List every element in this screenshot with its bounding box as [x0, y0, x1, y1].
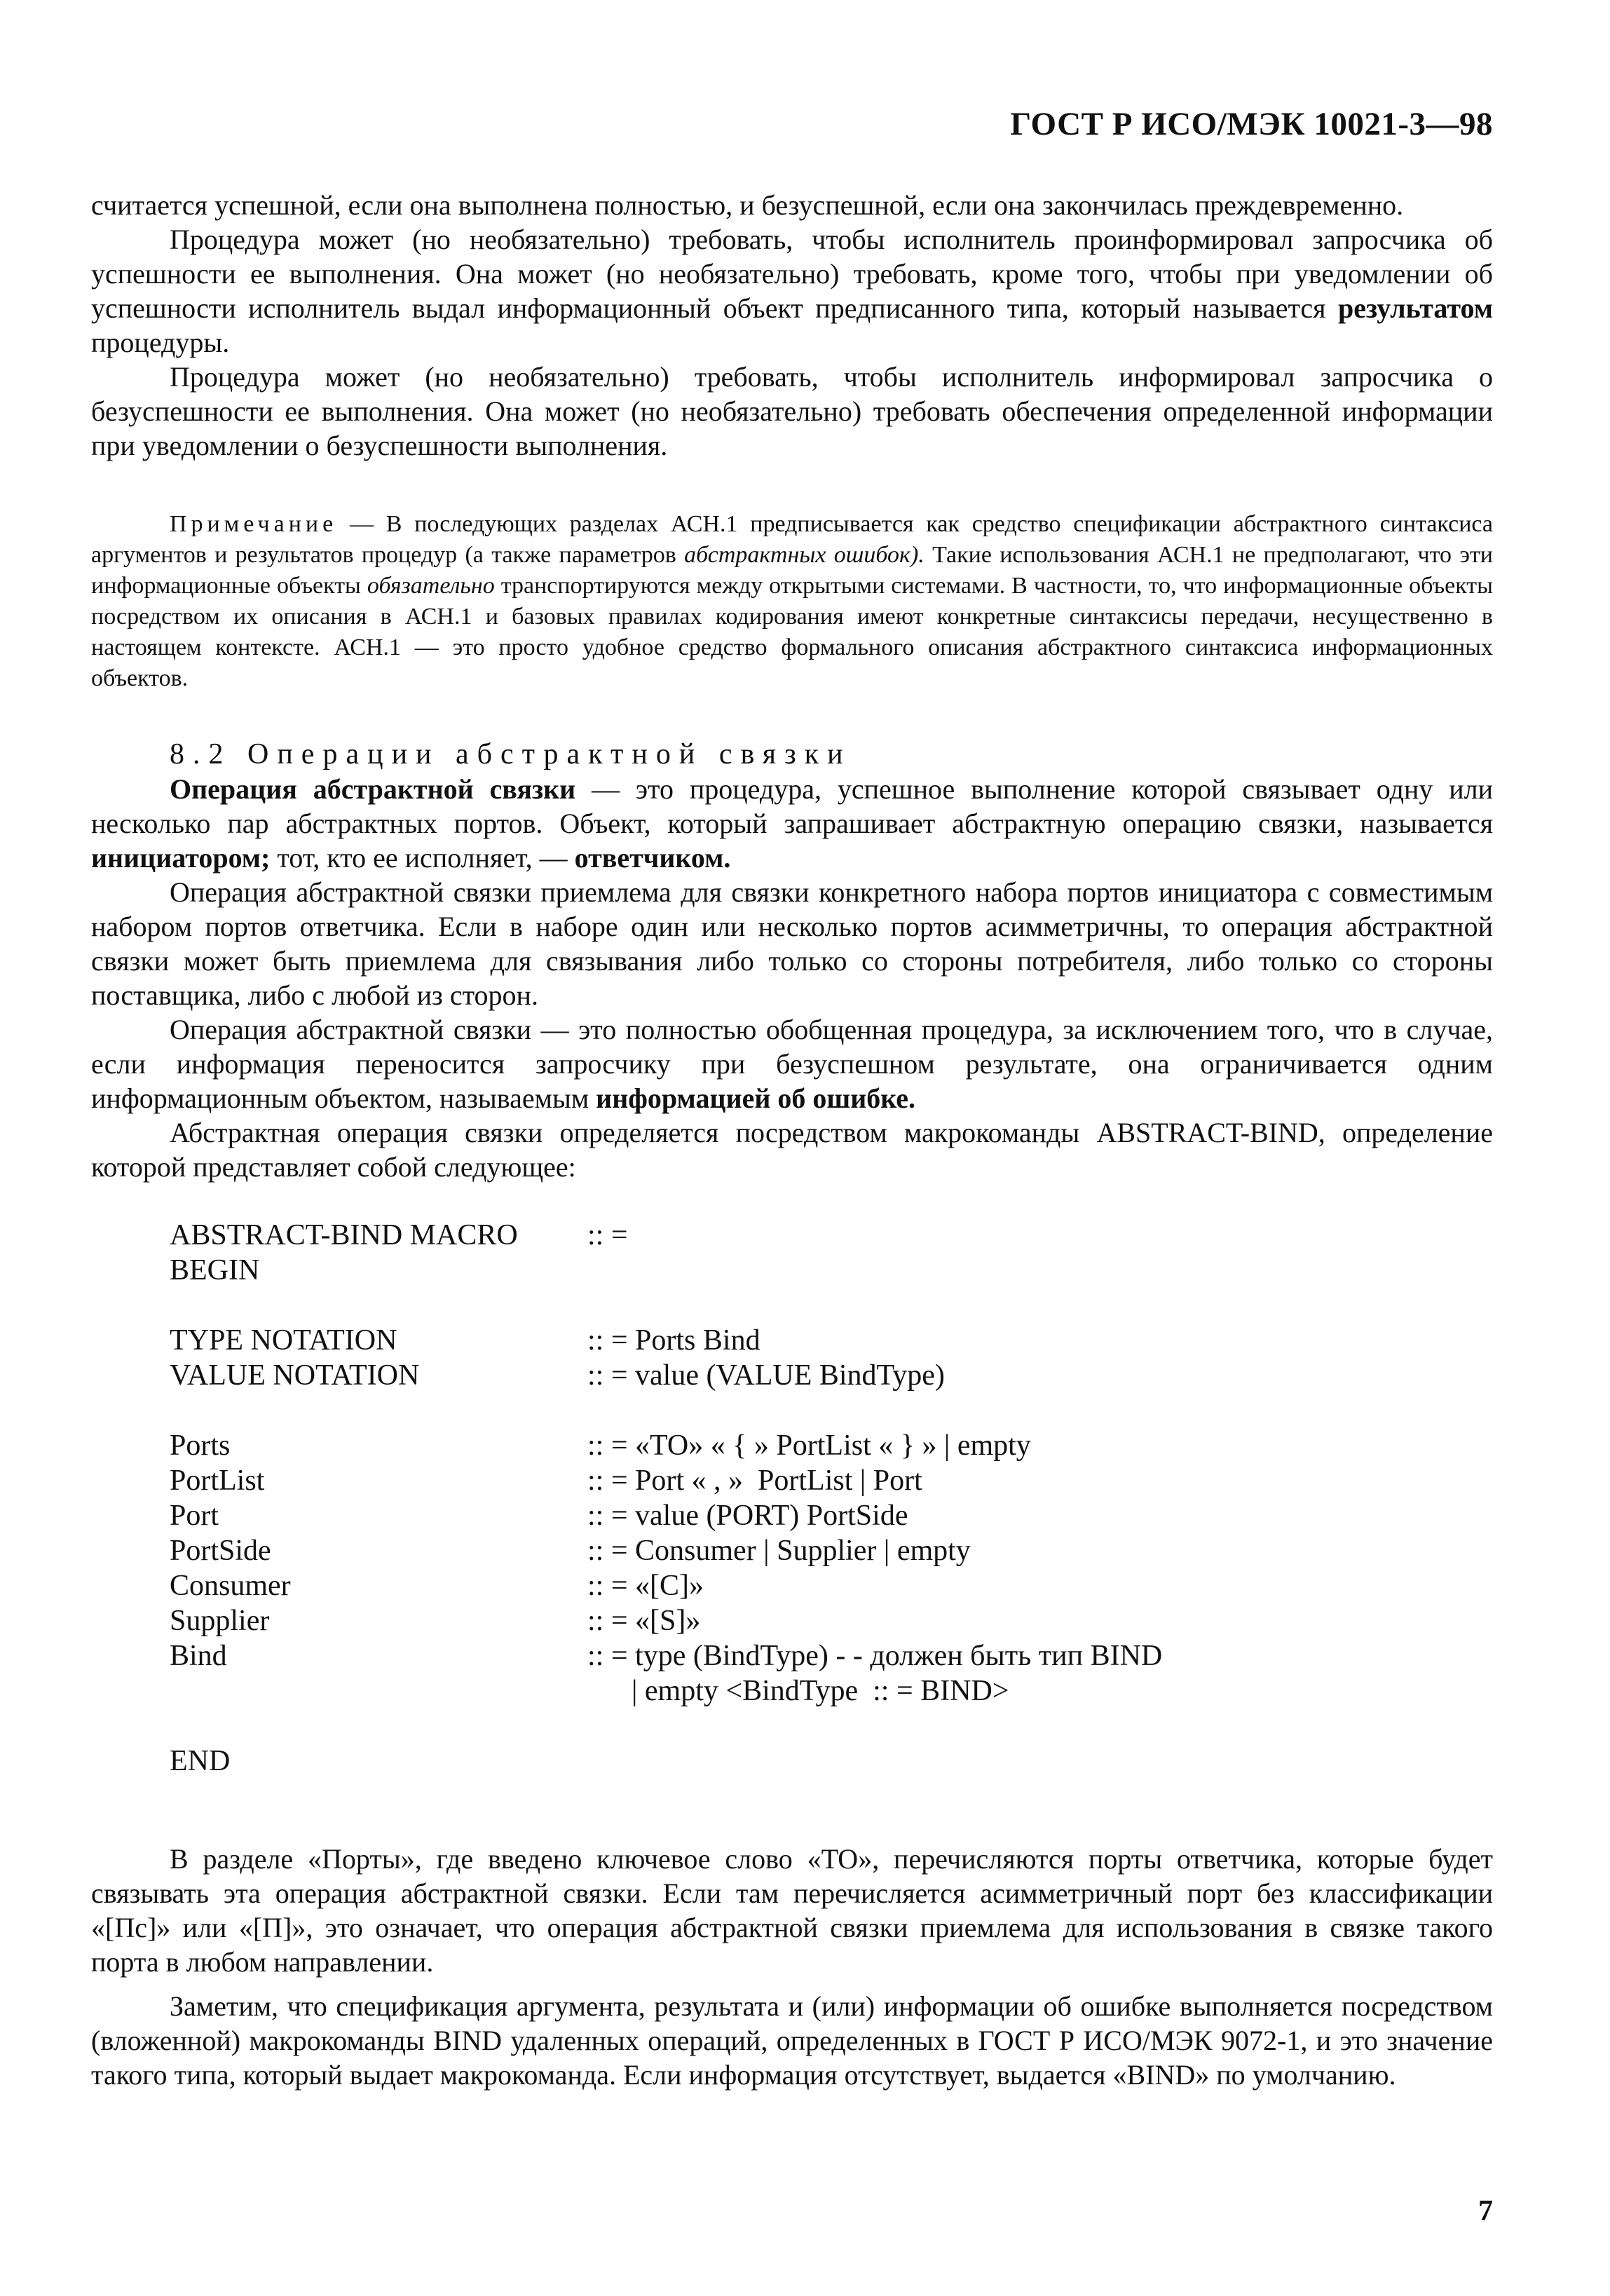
term-abstract-bind: Операция абстрактной связки	[170, 773, 576, 805]
grammar-row: Consumer :: = «[C]»	[170, 1570, 704, 1602]
grammar-row: Bind :: = type (BindType) - - должен быть тип BIND	[170, 1640, 1163, 1672]
paragraph-continuation: считается успешной, если она выполнена полностью, и безуспешной, если она закончилась преждевременно.	[91, 189, 1404, 221]
paragraph-ports-section: В разделе «Порты», где введено ключевое слово «TO», перечисляются порты ответчика, которые будет связывать эта операция абстрактной связки. Если там перечисляется асимметричный порт без классификации «[Пс]» или «[П]», это означает, что операция абстрактной связки приемлема для использования в связке такого порта в любом направлении.	[91, 1843, 1493, 1978]
paragraph-definition: Операция абстрактной связки — это процедура, успешное выполнение которой связывает одну или несколько пар абстрактных портов. Объект, который запрашивает абстрактную операцию связки, называется инициатором; тот, кто ее исполняет, — ответчиком.	[91, 773, 1493, 874]
grammar-row: Supplier :: = «[S]»	[170, 1605, 701, 1637]
note-italic-necessarily: обязательно	[367, 573, 495, 599]
grammar-spacer	[170, 1288, 1493, 1323]
paragraph-macro-intro: Абстрактная операция связки определяется посредством макрокоманды ABSTRACT-BIND, определение которой представляет собой следующее:	[91, 1117, 1493, 1183]
grammar-spacer	[170, 1709, 1493, 1744]
paragraph-ports-set: Операция абстрактной связки приемлема для связки конкретного набора портов инициатора с совместимым набором портов ответчика. Если в наборе один или несколько портов асимметричны, то операция абстрактной связки может быть приемлема для связывания либо только со стороны потребителя, либо только со стороны поставщика, либо с любой из сторон.	[91, 876, 1493, 1011]
paragraph-error-info: Операция абстрактной связки — это полностью обобщенная процедура, за исключением того, что в случае, если информация переносится запросчику при безуспешном результате, она ограничивается одним информационным объектом, называемым информацией об ошибке.	[91, 1014, 1493, 1114]
paragraph-result: Процедура может (но необязательно) требовать, чтобы исполнитель проинформировал запросчика об успешности ее выполнения. Она может (но необязательно) требовать, кроме того, чтобы при уведомлении об успешности исполнитель выдал информационный объект предписанного типа, который называется результатом процедуры.	[91, 224, 1493, 358]
grammar-row: Port :: = value (PORT) PortSide	[170, 1500, 908, 1532]
grammar-row: TYPE NOTATION :: = Ports Bind	[170, 1324, 760, 1357]
paragraph-failure: Процедура может (но необязательно) требовать, чтобы исполнитель информировал запросчика о безуспешности ее выполнения. Она может (но необязательно) требовать обеспечения определенной информации при уведомлении о безуспешности выполнения.	[91, 361, 1493, 461]
term-error-info: информацией об ошибке.	[596, 1082, 916, 1114]
grammar-row: PortList :: = Port « , » PortList | Port	[170, 1465, 922, 1497]
grammar-row: ABSTRACT-BIND MACRO :: =	[170, 1219, 628, 1251]
section-heading: 8.2 Операции абстрактной связки	[170, 738, 852, 770]
grammar-row: Ports :: = «TO» « { » PortList « } » | empty	[170, 1429, 1031, 1462]
macro-grammar	[170, 1218, 1493, 1779]
grammar-row: | empty <BindType :: = BIND>	[587, 1675, 1009, 1707]
term-initiator: инициатором;	[91, 842, 271, 874]
grammar-row: BEGIN	[170, 1254, 260, 1286]
page-body	[91, 188, 1493, 2092]
grammar-row: PortSide :: = Consumer | Supplier | empty	[170, 1535, 971, 1567]
paragraph-bind-note: Заметим, что спецификация аргумента, результата и (или) информации об ошибке выполняется посредством (вложенной) макрокоманды BIND удаленных операций, определенных в ГОСТ Р ИСО/МЭК 9072-1, и это значение такого типа, который выдает макрокоманда. Если информация отсутствует, выдается «BIND» по умолчанию.	[91, 1990, 1493, 2091]
note-label: Примечание	[170, 511, 338, 537]
grammar-spacer	[170, 1393, 1493, 1428]
term-result: результатом	[1337, 292, 1493, 324]
note-block: Примечание — В последующих разделах АСН.1 предписывается как средство спецификации абстрактного синтаксиса аргументов и результатов процедур (а также параметров абстрактных ошибок). Такие использования АСН.1 не предполагают, что эти информационные объекты обязательно транспортируются между открытыми системами. В частности, то, что информационные объекты посредством их описания в АСН.1 и базовых правилах кодирования имеют конкретные синтаксисы передачи, несущественно в настоящем контексте. АСН.1 — это просто удобное средство формального описания абстрактного синтаксиса информационных объектов.	[91, 511, 1494, 691]
page-number: 7	[1478, 2195, 1493, 2227]
grammar-row: END	[170, 1745, 231, 1777]
term-responder: ответчиком.	[574, 842, 731, 874]
note-italic-errors: абстрактных ошибок).	[684, 542, 925, 568]
grammar-row: VALUE NOTATION :: = value (VALUE BindType)	[170, 1359, 945, 1392]
document-header: ГОСТ Р ИСО/МЭК 10021-3—98	[1010, 106, 1493, 142]
